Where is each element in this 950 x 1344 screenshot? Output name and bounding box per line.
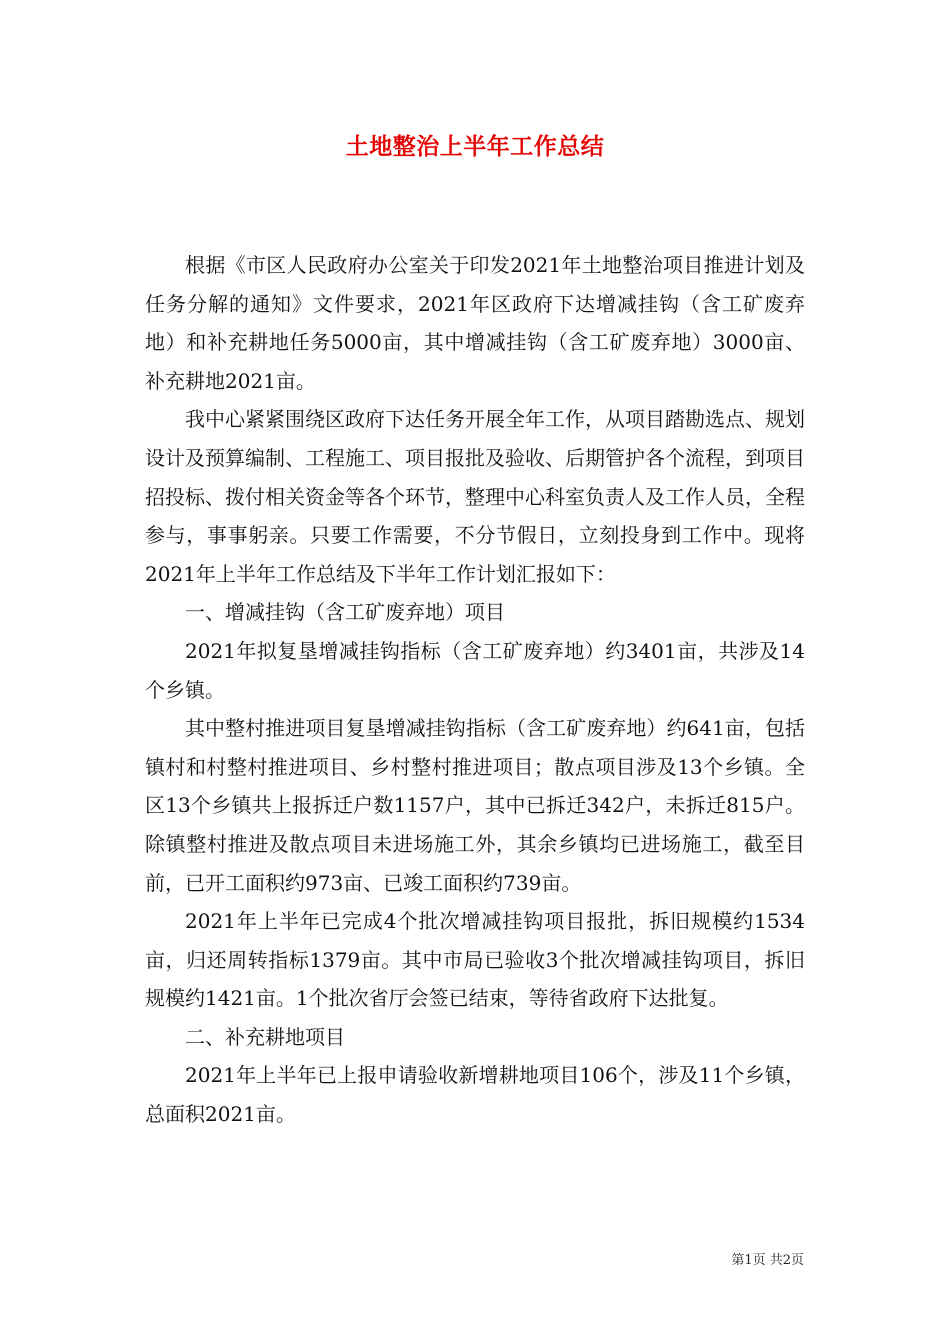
document-title: 土地整治上半年工作总结 [345, 133, 605, 160]
page-number: 第1页 共2页 [731, 1253, 804, 1268]
paragraph: 2021年上半年已完成4个批次增减挂钩项目报批，拆旧规模约1534亩，归还周转指标1379亩。其中市局已验收3个批次增减挂钩项目，拆旧规模约1421亩。1个批次省厅会签已结束，等待省政府下达批复。 [145, 909, 805, 1011]
section-heading: 一、增减挂钩（含工矿废弃地）项目 [185, 600, 505, 625]
section-heading: 二、补充耕地项目 [185, 1024, 345, 1049]
paragraph: 我中心紧紧围绕区政府下达任务开展全年工作，从项目踏勘选点、规划设计及预算编制、工程施工、项目报批及验收、后期管护各个流程，到项目招投标、拨付相关资金等各个环节，整理中心科室负责人及工作人员，全程参与，事事躬亲。只要工作需要，不分节假日，立刻投身到工作中。现将2021年上半年工作总结及下半年工作计划汇报如下： [145, 407, 805, 586]
paragraph: 2021年拟复垦增减挂钩指标（含工矿废弃地）约3401亩，共涉及14个乡镇。 [145, 638, 805, 702]
paragraph: 其中整村推进项目复垦增减挂钩指标（含工矿废弃地）约641亩，包括镇村和村整村推进项目、乡村整村推进项目；散点项目涉及13个乡镇。全区13个乡镇共上报拆迁户数1157户，其中已拆迁342户，未拆迁815户。除镇整村推进及散点项目未进场施工外，其余乡镇均已进场施工，截至目前，已开工面积约973亩、已竣工面积约739亩。 [145, 716, 805, 895]
paragraph: 根据《市区人民政府办公室关于印发2021年土地整治项目推进计划及任务分解的通知》文件要求，2021年区政府下达增减挂钩（含工矿废弃地）和补充耕地任务5000亩，其中增减挂钩（含工矿废弃地）3000亩、补充耕地2021亩。 [145, 253, 805, 393]
paragraph: 2021年上半年已上报申请验收新增耕地项目106个，涉及11个乡镇，总面积2021亩。 [145, 1063, 805, 1127]
document-body [145, 246, 805, 1134]
